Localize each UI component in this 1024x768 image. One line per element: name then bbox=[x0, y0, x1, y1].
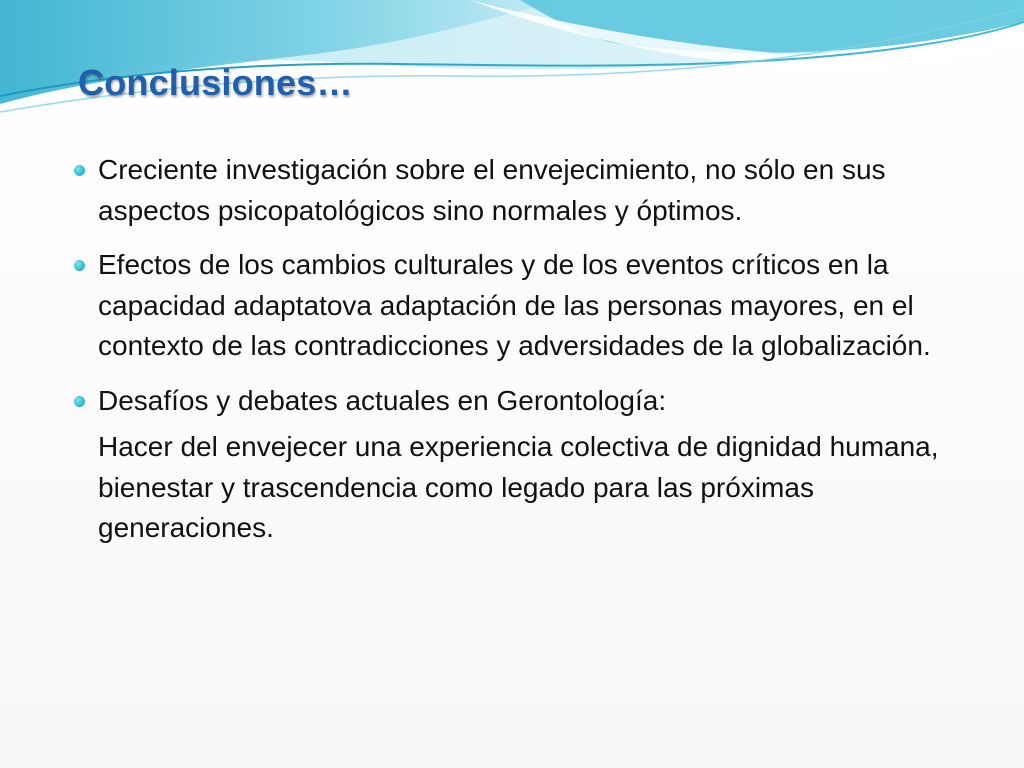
slide-content bbox=[74, 150, 974, 549]
bullet-dot-icon bbox=[74, 165, 85, 176]
bullet-dot-icon bbox=[74, 260, 85, 271]
bullet-text: Efectos de los cambios culturales y de los eventos críticos en la capacidad adaptatova adaptación de las personas mayores, en el contexto de las contradicciones y adversidades de la globalización. bbox=[98, 249, 931, 361]
bullet-dot-icon bbox=[74, 396, 85, 407]
slide-title: Conclusiones… bbox=[78, 62, 353, 103]
bullet-item bbox=[74, 150, 974, 231]
bullet-item bbox=[74, 245, 974, 367]
closing-paragraph: Hacer del envejecer una experiencia colectiva de dignidad humana, bienestar y trascendencia como legado para las próximas generaciones. bbox=[98, 431, 939, 543]
bullet-text: Desafíos y debates actuales en Gerontología: bbox=[98, 384, 667, 416]
bullet-item bbox=[74, 381, 974, 422]
bullet-text: Creciente investigación sobre el envejecimiento, no sólo en sus aspectos psicopatológicos sino normales y óptimos. bbox=[98, 154, 886, 226]
